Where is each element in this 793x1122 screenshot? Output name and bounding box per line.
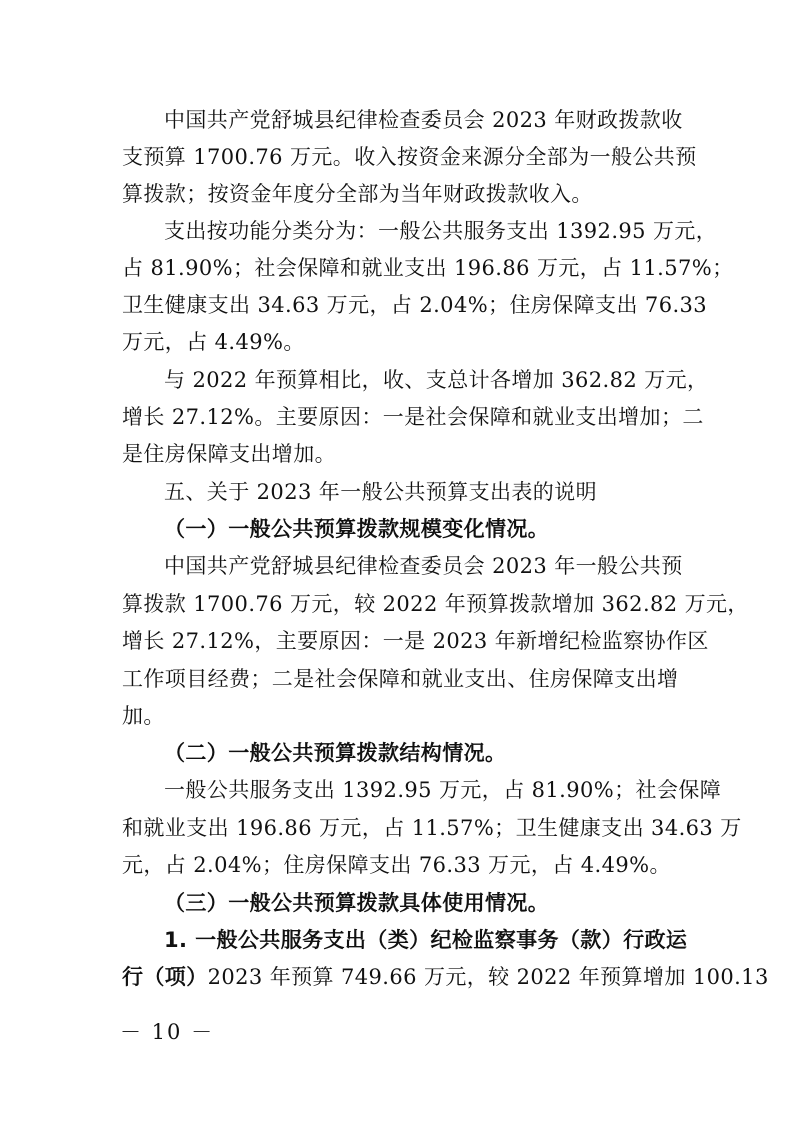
section-heading: 五、关于 2023 年一般公共预算支出表的说明 bbox=[164, 480, 597, 504]
item-heading: 1. 一般公共服务支出（类）纪检监察事务（款）行政运 bbox=[164, 928, 688, 952]
subsection-heading: （一）一般公共预算拨款规模变化情况。 bbox=[164, 517, 550, 541]
paragraph-line: 增长 27.12%，主要原因：一是 2023 年新增纪检监察协作区 bbox=[122, 629, 709, 653]
subsection-heading: （二）一般公共预算拨款结构情况。 bbox=[164, 741, 507, 765]
item-heading-end: 行（项） bbox=[122, 965, 208, 989]
paragraph-line: 算拨款 1700.76 万元，较 2022 年预算拨款增加 362.82 万元， bbox=[122, 592, 749, 616]
paragraph-line: 万元，占 4.49%。 bbox=[122, 330, 305, 354]
paragraph-line: 占 81.90%；社会保障和就业支出 196.86 万元，占 11.57%； bbox=[122, 256, 734, 280]
paragraph-line: 工作项目经费；二是社会保障和就业支出、住房保障支出增 bbox=[122, 667, 679, 691]
paragraph-line: 是住房保障支出增加。 bbox=[122, 442, 336, 466]
paragraph-line: 增长 27.12%。主要原因：一是社会保障和就业支出增加；二 bbox=[122, 405, 704, 429]
paragraph-line: 元，占 2.04%；住房保障支出 76.33 万元，占 4.49%。 bbox=[122, 853, 671, 877]
item-text: 2023 年预算 749.66 万元，较 2022 年预算增加 100.13 bbox=[207, 965, 769, 989]
paragraph-line: 支出按功能分类分为：一般公共服务支出 1392.95 万元， bbox=[164, 219, 718, 243]
paragraph-line: 中国共产党舒城县纪律检查委员会 2023 年一般公共预 bbox=[164, 554, 683, 578]
subsection-heading: （三）一般公共预算拨款具体使用情况。 bbox=[164, 891, 550, 915]
paragraph-line: 加。 bbox=[122, 704, 165, 728]
paragraph-line: 卫生健康支出 34.63 万元，占 2.04%；住房保障支出 76.33 bbox=[122, 293, 708, 317]
page-number: － 10 － bbox=[120, 1020, 215, 1044]
paragraph-line: 算拨款；按资金年度分全部为当年财政拨款收入。 bbox=[122, 182, 593, 206]
paragraph-line: 支预算 1700.76 万元。收入按资金来源分全部为一般公共预 bbox=[122, 145, 697, 169]
paragraph-line: 和就业支出 196.86 万元，占 11.57%；卫生健康支出 34.63 万 bbox=[122, 816, 742, 840]
paragraph-line: 中国共产党舒城县纪律检查委员会 2023 年财政拨款收 bbox=[164, 108, 683, 132]
paragraph-line bbox=[122, 965, 769, 989]
paragraph-line: 与 2022 年预算相比，收、支总计各增加 362.82 万元， bbox=[164, 368, 709, 392]
paragraph-line: 一般公共服务支出 1392.95 万元，占 81.90%；社会保障 bbox=[164, 778, 722, 802]
